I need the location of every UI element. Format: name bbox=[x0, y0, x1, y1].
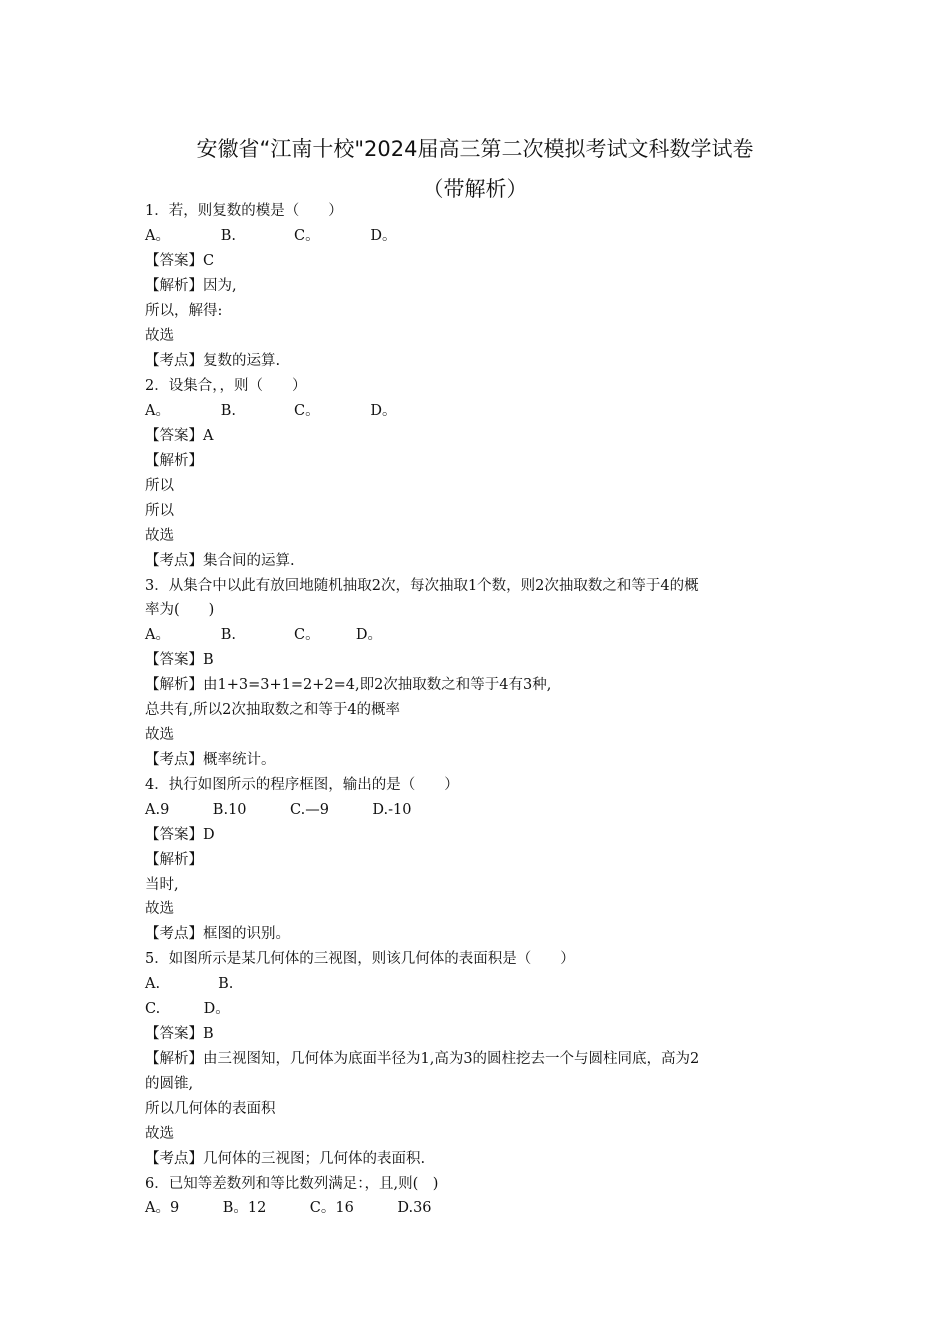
question-2-topic: 【考点】集合间的运算. bbox=[145, 553, 295, 569]
question-1-analysis: 【解析】因为, bbox=[145, 278, 237, 294]
question-5-options-cd: C. D。 bbox=[145, 1001, 230, 1017]
question-1-stem: 1．若，则复数的模是（ ） bbox=[145, 203, 343, 219]
question-1-topic: 【考点】复数的运算. bbox=[145, 353, 281, 369]
document-subtitle: （带解析） bbox=[422, 177, 528, 201]
question-4-answer: 【答案】D bbox=[145, 827, 215, 843]
question-5-conclusion: 故选 bbox=[145, 1126, 174, 1142]
question-3-stem-cont: 率为( ) bbox=[145, 602, 215, 618]
question-6-stem: 6．已知等差数列和等比数列满足：，且,则( ) bbox=[145, 1176, 439, 1192]
question-3-analysis-line: 总共有,所以2次抽取数之和等于4的概率 bbox=[145, 702, 401, 718]
question-4-options: A.9 B.10 C.—9 D.-10 bbox=[145, 802, 412, 818]
question-5-analysis-cont: 的圆锥, bbox=[145, 1076, 194, 1092]
question-5-answer: 【答案】B bbox=[145, 1026, 214, 1042]
question-5-options-ab: A. B. bbox=[145, 976, 234, 992]
question-3-stem: 3．从集合中以此有放回地随机抽取2次，每次抽取1个数，则2次抽取数之和等于4的概 bbox=[145, 578, 699, 594]
question-5-topic: 【考点】几何体的三视图；几何体的表面积. bbox=[145, 1151, 426, 1167]
question-2-analysis-line: 所以 bbox=[145, 503, 174, 519]
document-title: 安徽省“江南十校"2024届高三第二次模拟考试文科数学试卷 bbox=[196, 137, 754, 161]
question-3-answer: 【答案】B bbox=[145, 652, 214, 668]
question-4-analysis-line: 当时, bbox=[145, 877, 179, 893]
question-6-options: A。9 B。12 C。16 D.36 bbox=[145, 1200, 432, 1216]
question-3-topic: 【考点】概率统计。 bbox=[145, 752, 276, 768]
question-4-topic: 【考点】框图的识别。 bbox=[145, 926, 290, 942]
question-3-analysis: 【解析】由1+3=3+1=2+2=4,即2次抽取数之和等于4有3种, bbox=[145, 677, 552, 693]
question-2-analysis: 【解析】 bbox=[145, 453, 203, 469]
question-1-analysis-line: 所以，解得: bbox=[145, 303, 223, 319]
question-1-options: A。 B. C。 D。 bbox=[145, 228, 397, 244]
question-2-answer: 【答案】A bbox=[145, 428, 214, 444]
question-5-analysis-line: 所以几何体的表面积 bbox=[145, 1101, 276, 1117]
question-5-analysis: 【解析】由三视图知，几何体为底面半径为1,高为3的圆柱挖去一个与圆柱同底，高为2 bbox=[145, 1051, 700, 1067]
question-3-conclusion: 故选 bbox=[145, 727, 174, 743]
question-2-conclusion: 故选 bbox=[145, 528, 174, 544]
question-2-analysis-line: 所以 bbox=[145, 478, 174, 494]
question-4-analysis: 【解析】 bbox=[145, 852, 203, 868]
question-4-conclusion: 故选 bbox=[145, 901, 174, 917]
question-3-options: A。 B. C。 D。 bbox=[145, 627, 382, 643]
question-4-stem: 4．执行如图所示的程序框图，输出的是（ ） bbox=[145, 777, 459, 793]
question-2-options: A。 B. C。 D。 bbox=[145, 403, 397, 419]
question-1-answer: 【答案】C bbox=[145, 253, 215, 269]
question-5-stem: 5．如图所示是某几何体的三视图，则该几何体的表面积是（ ） bbox=[145, 951, 575, 967]
question-2-stem: 2．设集合，，则（ ） bbox=[145, 378, 307, 394]
question-1-conclusion: 故选 bbox=[145, 328, 174, 344]
